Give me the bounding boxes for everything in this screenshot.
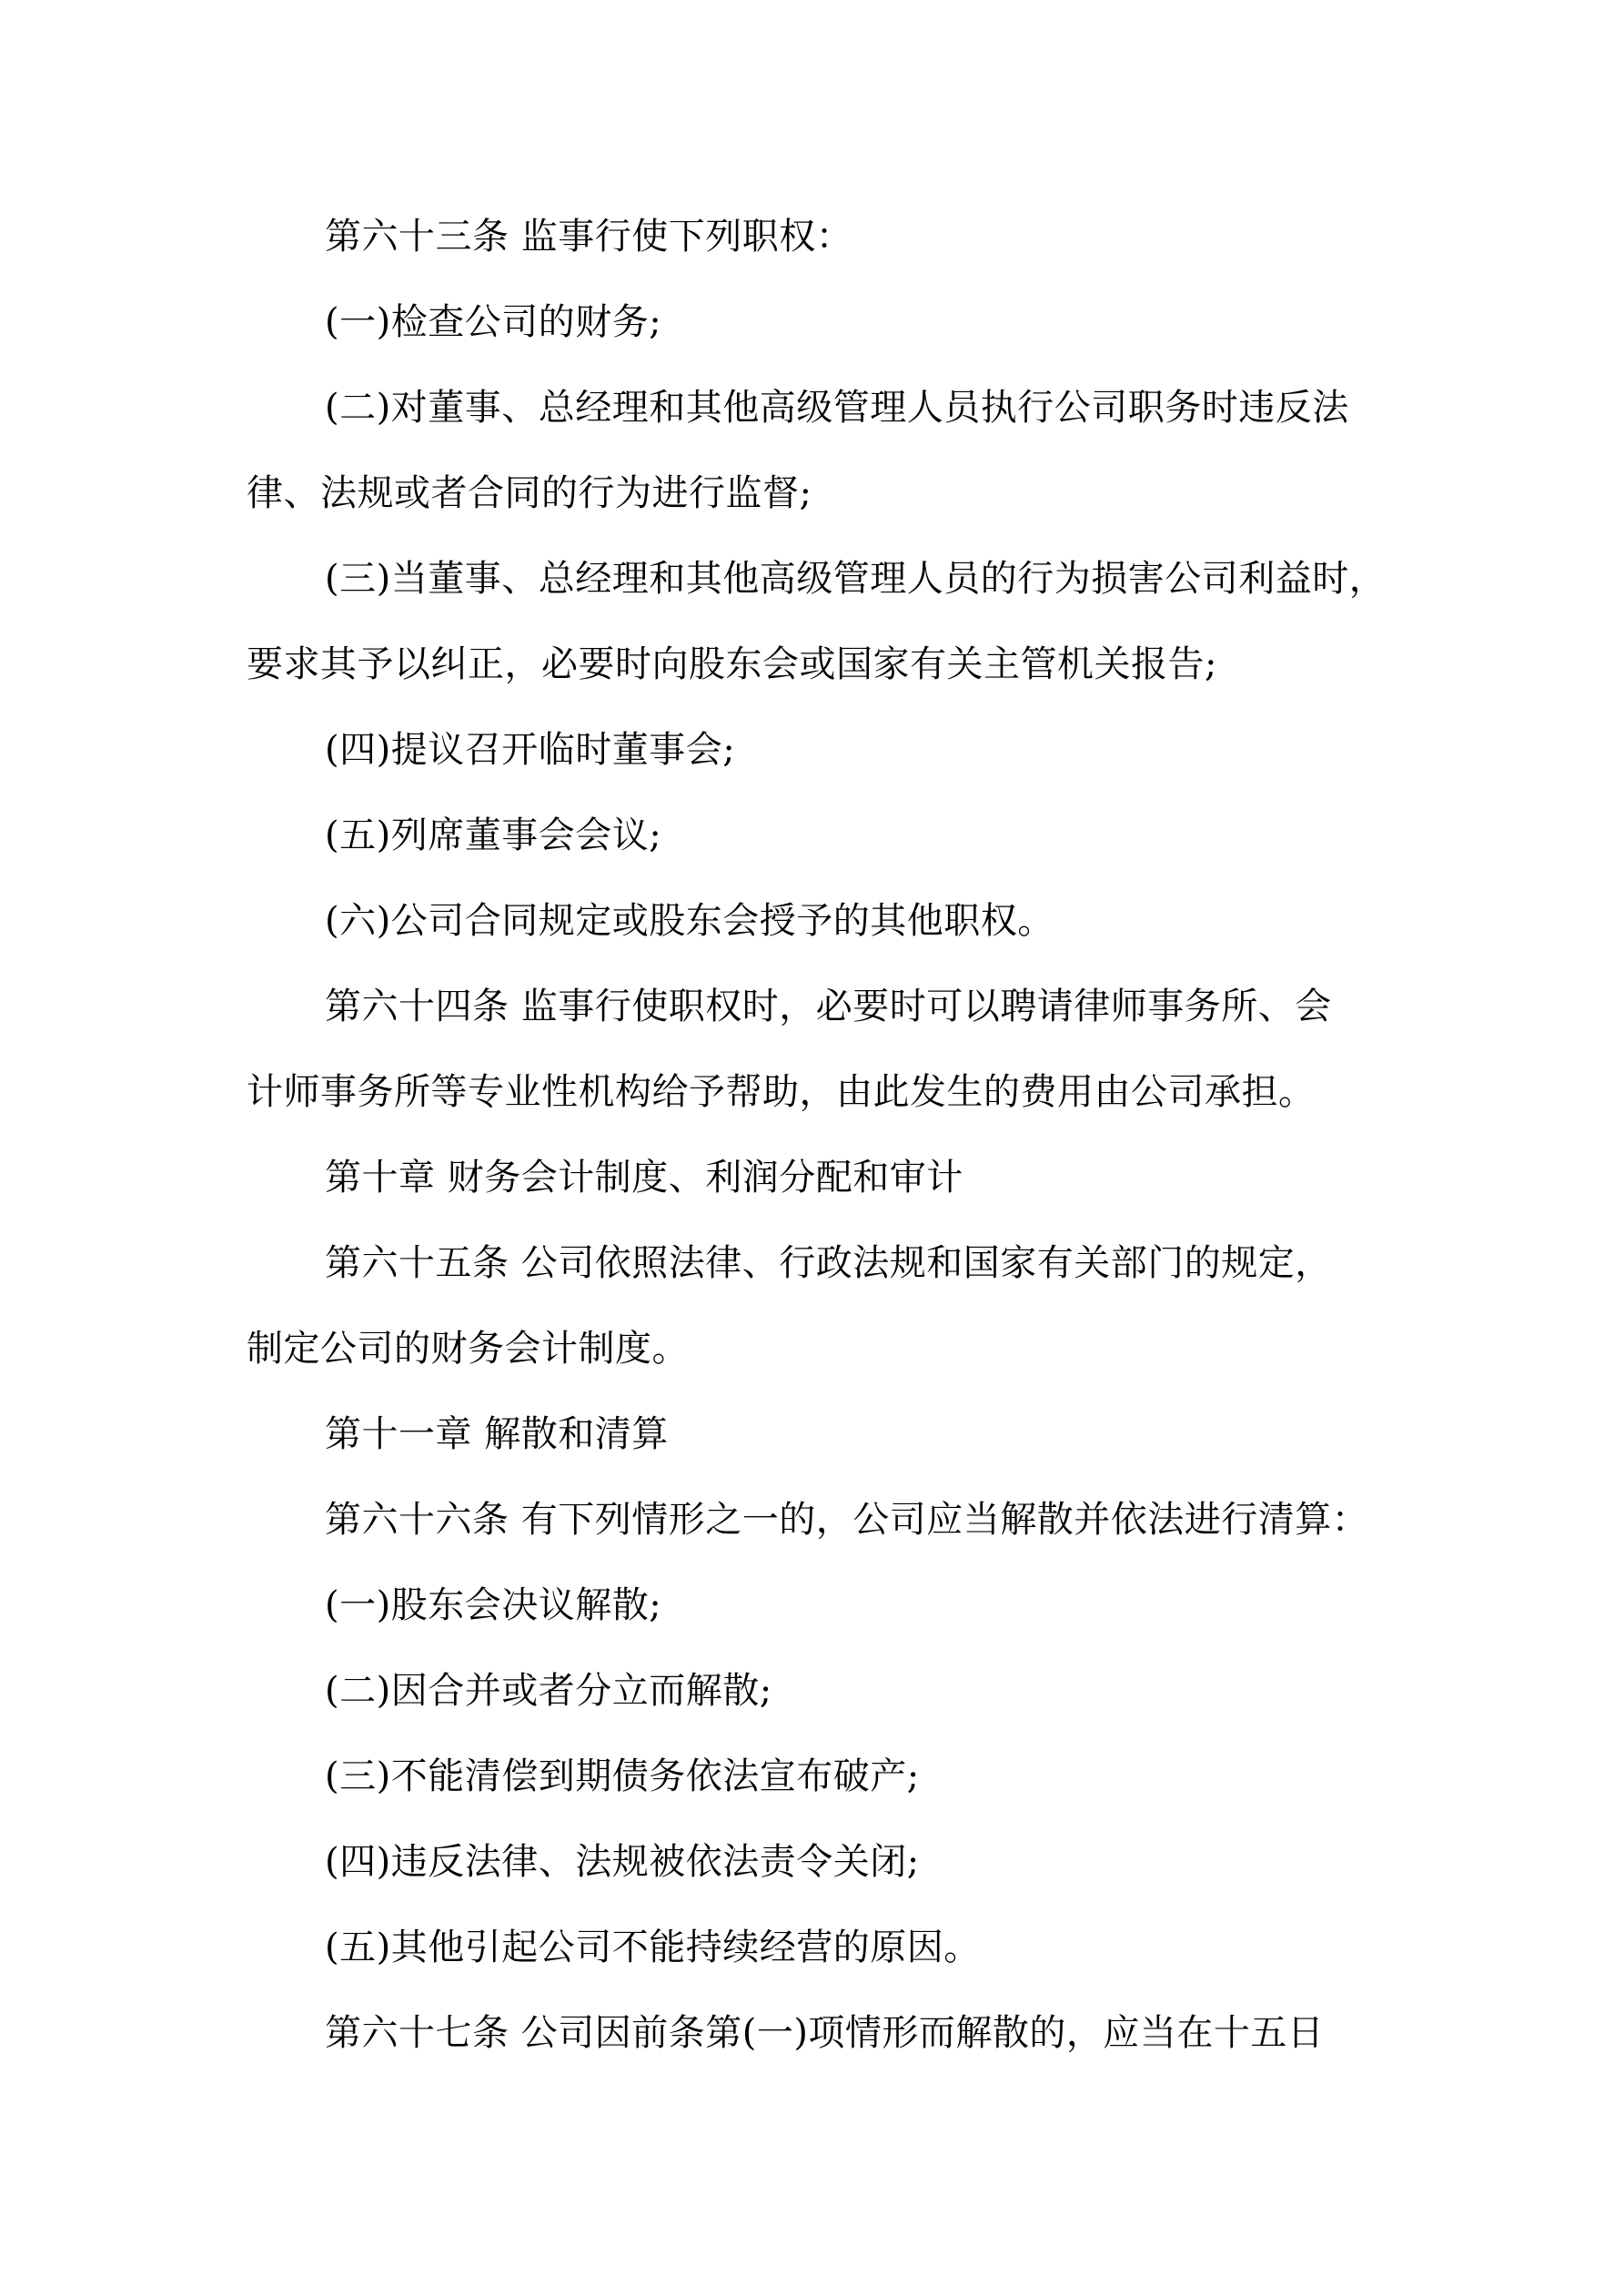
article-66-item-2: (二)因合并或者分立而解散; <box>325 1670 772 1712</box>
chapter-11-heading: 第十一章 解散和清算 <box>325 1413 669 1455</box>
article-63-item-3-line-1: (三)当董事、总经理和其他高级管理人员的行为损害公司利益时， <box>325 558 1387 600</box>
article-63-item-1: (一)检查公司的财务; <box>325 301 662 343</box>
article-63-item-2-line-1: (二)对董事、总经理和其他高级管理人员执行公司职务时违反法 <box>325 387 1349 429</box>
chapter-10-heading: 第十章 财务会计制度、利润分配和审计 <box>325 1157 963 1199</box>
article-63-item-2-line-2: 律、法规或者合同的行为进行监督; <box>247 472 812 514</box>
article-67-line-1: 第六十七条 公司因前条第(一)项情形而解散的，应当在十五日 <box>325 2012 1325 2054</box>
article-66-item-4: (四)违反法律、法规被依法责令关闭; <box>325 1841 920 1883</box>
article-63-item-3-line-2: 要求其予以纠正，必要时向股东会或国家有关主管机关报告; <box>247 643 1217 685</box>
article-63-item-5: (五)列席董事会会议; <box>325 814 662 856</box>
article-63-item-6: (六)公司合同规定或股东会授予的其他职权。 <box>325 900 1054 942</box>
article-66-heading: 第六十六条 有下列情形之一的，公司应当解散并依法进行清算： <box>325 1499 1369 1541</box>
article-66-item-5: (五)其他引起公司不能持续经营的原因。 <box>325 1927 981 1968</box>
article-63-heading: 第六十三条 监事行使下列职权： <box>325 216 853 258</box>
article-63-item-4: (四)提议召开临时董事会; <box>325 729 736 771</box>
article-65-line-2: 制定公司的财务会计制度。 <box>247 1328 689 1370</box>
article-66-item-1: (一)股东会决议解散; <box>325 1584 662 1626</box>
article-64-line-2: 计师事务所等专业性机构给予帮助，由此发生的费用由公司承担。 <box>247 1071 1316 1113</box>
article-64-line-1: 第六十四条 监事行使职权时，必要时可以聘请律师事务所、会 <box>325 986 1332 1027</box>
article-66-item-3: (三)不能清偿到期债务依法宣布破产; <box>325 1755 920 1797</box>
article-65-line-1: 第六十五条 公司依照法律、行政法规和国家有关部门的规定， <box>325 1242 1332 1284</box>
